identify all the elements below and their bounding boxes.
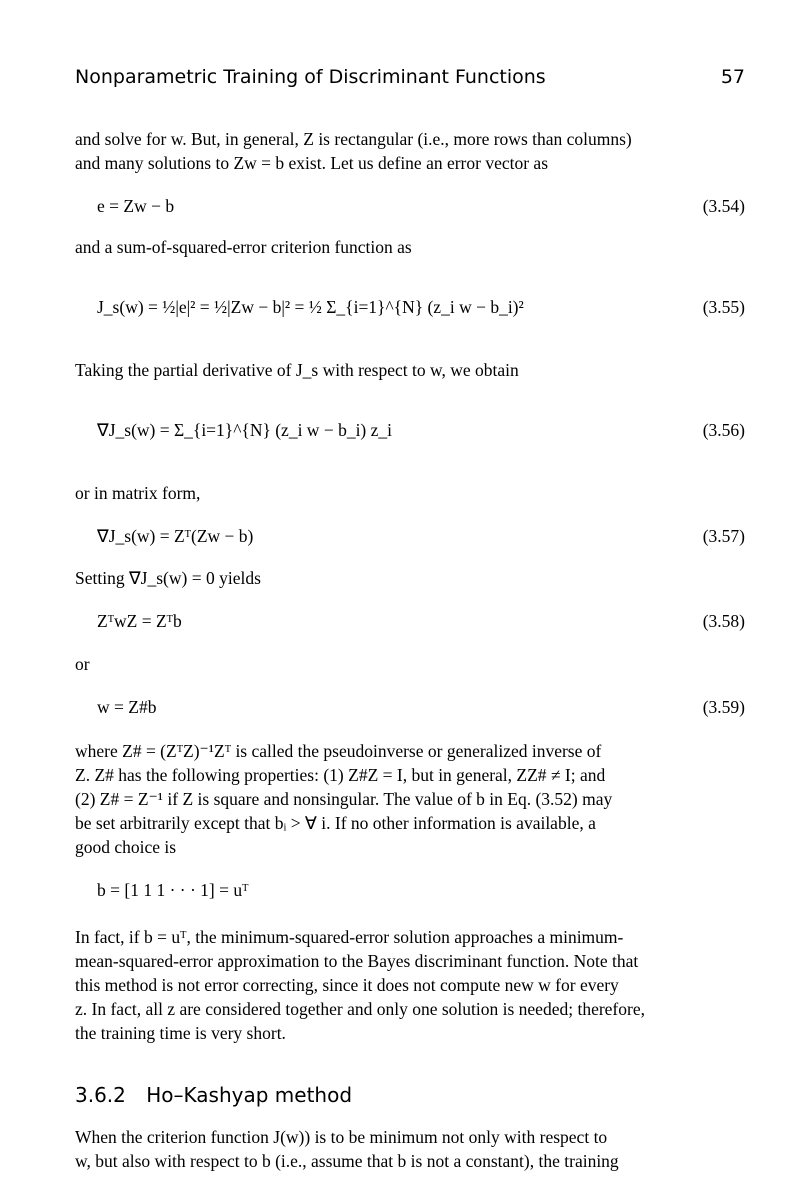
equation-number: (3.56): [702, 420, 745, 440]
paragraph-line: and solve for w. But, in general, Z is rectangular (i.e., more rows than columns): [75, 129, 632, 149]
paragraph-line: In fact, if b = uᵀ, the minimum-squared-error solution approaches a minimum-: [75, 927, 624, 947]
running-head-title: Nonparametric Training of Discriminant Functions: [75, 66, 546, 88]
equation-expression: b = [1 1 1 · · · 1] = uᵀ: [97, 880, 249, 900]
paragraph-1: [75, 127, 745, 175]
paragraph-line: When the criterion function J(w)) is to be minimum not only with respect to: [75, 1127, 608, 1147]
equation-3-57: [97, 526, 745, 556]
paragraph-line: Setting ∇J_s(w) = 0 yields: [75, 568, 261, 588]
equation-expression: ZᵀwZ = Zᵀb: [97, 611, 182, 631]
equation-number: (3.59): [702, 697, 745, 717]
equation-b-choice: [97, 880, 745, 910]
paragraph-line: where Z# = (ZᵀZ)⁻¹Zᵀ is called the pseudoinverse or generalized inverse of: [75, 741, 602, 761]
equation-number: (3.54): [702, 196, 745, 216]
equation-number: (3.58): [702, 611, 745, 631]
equation-3-59: [97, 697, 745, 727]
paragraph-line: and a sum-of-squared-error criterion function as: [75, 237, 412, 257]
paragraph-7: [75, 739, 745, 859]
equation-expression: ∇J_s(w) = Zᵀ(Zw − b): [97, 526, 254, 546]
paragraph-line: be set arbitrarily except that bᵢ > ∀ i. If no other information is available, a: [75, 813, 596, 833]
equation-expression: ∇J_s(w) = Σ_{i=1}^{N} (z_i w − b_i) z_i: [97, 420, 393, 440]
paragraph-3: [75, 358, 745, 382]
paragraph-line: w, but also with respect to b (i.e., assume that b is not a constant), the training: [75, 1151, 619, 1171]
running-head: [75, 66, 745, 92]
paragraph-line: z. In fact, all z are considered together and only one solution is needed; therefore,: [75, 999, 645, 1019]
paragraph-line: Z. Z# has the following properties: (1) Z#Z = I, but in general, ZZ# ≠ I; and: [75, 765, 606, 785]
paragraph-line: this method is not error correcting, since it does not compute new w for every: [75, 975, 619, 995]
paragraph-5: [75, 566, 745, 590]
paragraph-line: or: [75, 654, 90, 674]
paragraph-6: [75, 652, 745, 676]
equation-expression: J_s(w) = ½|e|² = ½|Zw − b|² = ½ Σ_{i=1}^{N} (z_i w − b_i)²: [97, 297, 524, 317]
paragraph-line: mean-squared-error approximation to the Bayes discriminant function. Note that: [75, 951, 639, 971]
equation-expression: w = Z#b: [97, 697, 157, 717]
paragraph-line: the training time is very short.: [75, 1023, 286, 1043]
paragraph-4: [75, 481, 745, 505]
equation-3-54: [97, 196, 745, 226]
paragraph-line: good choice is: [75, 837, 177, 857]
equation-number: (3.57): [702, 526, 745, 546]
paragraph-2: [75, 235, 745, 259]
page-number: 57: [720, 66, 745, 88]
equation-number: (3.55): [702, 297, 745, 317]
section-heading: [75, 1083, 352, 1107]
section-title: Ho–Kashyap method: [146, 1083, 353, 1107]
paragraph-line: (2) Z# = Z⁻¹ if Z is square and nonsingular. The value of b in Eq. (3.52) may: [75, 789, 613, 809]
paragraph-line: and many solutions to Zw = b exist. Let us define an error vector as: [75, 153, 549, 173]
equation-expression: e = Zw − b: [97, 196, 175, 216]
section-number: 3.6.2: [75, 1083, 126, 1107]
equation-3-55: [97, 297, 745, 327]
paragraph-9: [75, 1125, 745, 1173]
paragraph-line: or in matrix form,: [75, 483, 201, 503]
paragraph-8: [75, 925, 745, 1045]
equation-3-56: [97, 420, 745, 450]
paragraph-line: Taking the partial derivative of J_s with respect to w, we obtain: [75, 360, 519, 380]
equation-3-58: [97, 611, 745, 641]
